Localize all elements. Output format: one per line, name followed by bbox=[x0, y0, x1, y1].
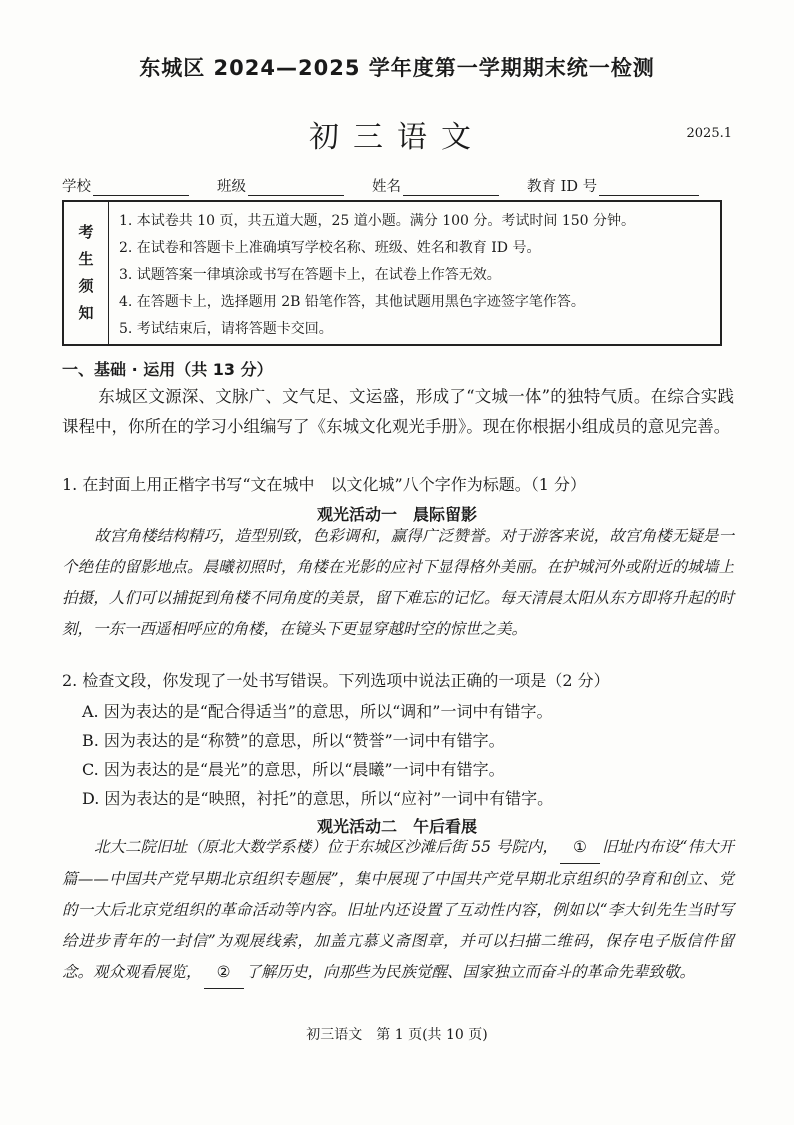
class-label: 班级 bbox=[217, 179, 246, 195]
activity-2-text-c: 了解历史，向那些为民族觉醒、国家独立而奋斗的革命先辈致敬。 bbox=[245, 963, 696, 981]
notice-label-char: 考 bbox=[78, 223, 94, 241]
q2-option-c[interactable]: C. 因为表达的是“晨光”的意思，所以“晨曦”一词中有错字。 bbox=[82, 760, 505, 779]
page-footer: 初三语文 第 1 页(共 10 页) bbox=[306, 1027, 488, 1043]
blank-2[interactable]: ② bbox=[204, 957, 244, 989]
q2-option-d[interactable]: D. 因为表达的是“映照，衬托”的意思，所以“应衬”一词中有错字。 bbox=[82, 789, 554, 808]
exam-notice-box bbox=[62, 200, 722, 346]
name-label: 姓名 bbox=[372, 179, 401, 195]
notice-item: 4. 在答题卡上，选择题用 2B 铅笔作答，其他试题用黑色字迹签字笔作答。 bbox=[119, 294, 585, 310]
exam-date: 2025.1 bbox=[686, 126, 732, 141]
school-label: 学校 bbox=[62, 179, 91, 195]
school-field[interactable] bbox=[62, 175, 189, 196]
student-info-row bbox=[62, 175, 742, 196]
q2-option-b[interactable]: B. 因为表达的是“称赞”的意思，所以“赞誉”一词中有错字。 bbox=[82, 731, 505, 750]
edu-id-line[interactable] bbox=[599, 181, 699, 196]
name-field[interactable] bbox=[372, 175, 499, 196]
notice-item: 3. 试题答案一律填涂或书写在答题卡上，在试卷上作答无效。 bbox=[119, 267, 501, 283]
section-heading: 一、基础 · 运用（共 13 分） bbox=[62, 360, 273, 379]
activity-1-title: 观光活动一 晨际留影 bbox=[316, 505, 477, 524]
activity-2-text-a: 北大二院旧址（原北大数学系楼）位于东城区沙滩后街 55 号院内， bbox=[94, 838, 558, 856]
subject-title: 初三语文 bbox=[309, 120, 485, 155]
activity-2-title: 观光活动二 午后看展 bbox=[316, 817, 477, 836]
question-2: 2. 检查文段，你发现了一处书写错误。下列选项中说法正确的一项是（2 分） bbox=[62, 671, 610, 690]
notice-label-char: 知 bbox=[78, 304, 94, 322]
notice-label-char: 须 bbox=[78, 277, 94, 295]
notice-item: 1. 本试卷共 10 页，共五道大题，25 道小题。满分 100 分。考试时间 150 分钟。 bbox=[119, 213, 636, 229]
activity-2-text bbox=[62, 832, 734, 989]
name-line[interactable] bbox=[403, 181, 499, 196]
class-field[interactable] bbox=[217, 175, 344, 196]
edu-id-field[interactable] bbox=[527, 175, 699, 196]
class-line[interactable] bbox=[248, 181, 344, 196]
school-line[interactable] bbox=[93, 181, 189, 196]
notice-item: 2. 在试卷和答题卡上准确填写学校名称、班级、姓名和教育 ID 号。 bbox=[119, 240, 541, 256]
question-1: 1. 在封面上用正楷字书写“文在城中 以文化城”八个字作为标题。（1 分） bbox=[62, 475, 586, 494]
exam-title: 东城区 2024—2025 学年度第一学期期末统一检测 bbox=[139, 56, 655, 80]
edu-id-label: 教育 ID 号 bbox=[527, 179, 598, 195]
activity-1-text bbox=[62, 521, 734, 645]
notice-item: 5. 考试结束后，请将答题卡交回。 bbox=[119, 321, 333, 337]
q2-option-a[interactable]: A. 因为表达的是“配合得适当”的意思，所以“调和”一词中有错字。 bbox=[82, 702, 553, 721]
blank-1[interactable]: ① bbox=[560, 832, 600, 864]
notice-items bbox=[109, 202, 635, 344]
activity-2-text-b: 旧址内布设“伟大开篇——中国共产党早期北京组织专题展”，集中展现了中国共产党早期北京组织的孕育和创立、党的一大后北京党组织的革命活动等内容。旧址内还设置了互动性内容，例如以“李大钊先生当时写给进步青年的一封信”为观展线索，加盖亢慕义斋图章，并可以扫描二维码，保存电子版信件留念。观众观看展览， bbox=[62, 838, 734, 981]
section-intro bbox=[62, 382, 734, 442]
section-intro-text: 东城区文源深、文脉广、文气足、文运盛，形成了“文城一体”的独特气质。在综合实践课程中，你所在的学习小组编写了《东城文化观光手册》。现在你根据小组成员的意见完善。 bbox=[62, 387, 734, 436]
activity-1-paragraph: 故宫角楼结构精巧，造型别致，色彩调和，赢得广泛赞誉。对于游客来说，故宫角楼无疑是一个绝佳的留影地点。晨曦初照时，角楼在光影的应衬下显得格外美丽。在护城河外或附近的城墙上拍摄，人们可以捕捉到角楼不同角度的美景，留下难忘的记忆。每天清晨太阳从东方即将升起的时刻，一东一西遥相呼应的角楼，在镜头下更显穿越时空的惊世之美。 bbox=[62, 527, 734, 638]
notice-label bbox=[64, 202, 109, 344]
notice-label-char: 生 bbox=[78, 250, 94, 268]
